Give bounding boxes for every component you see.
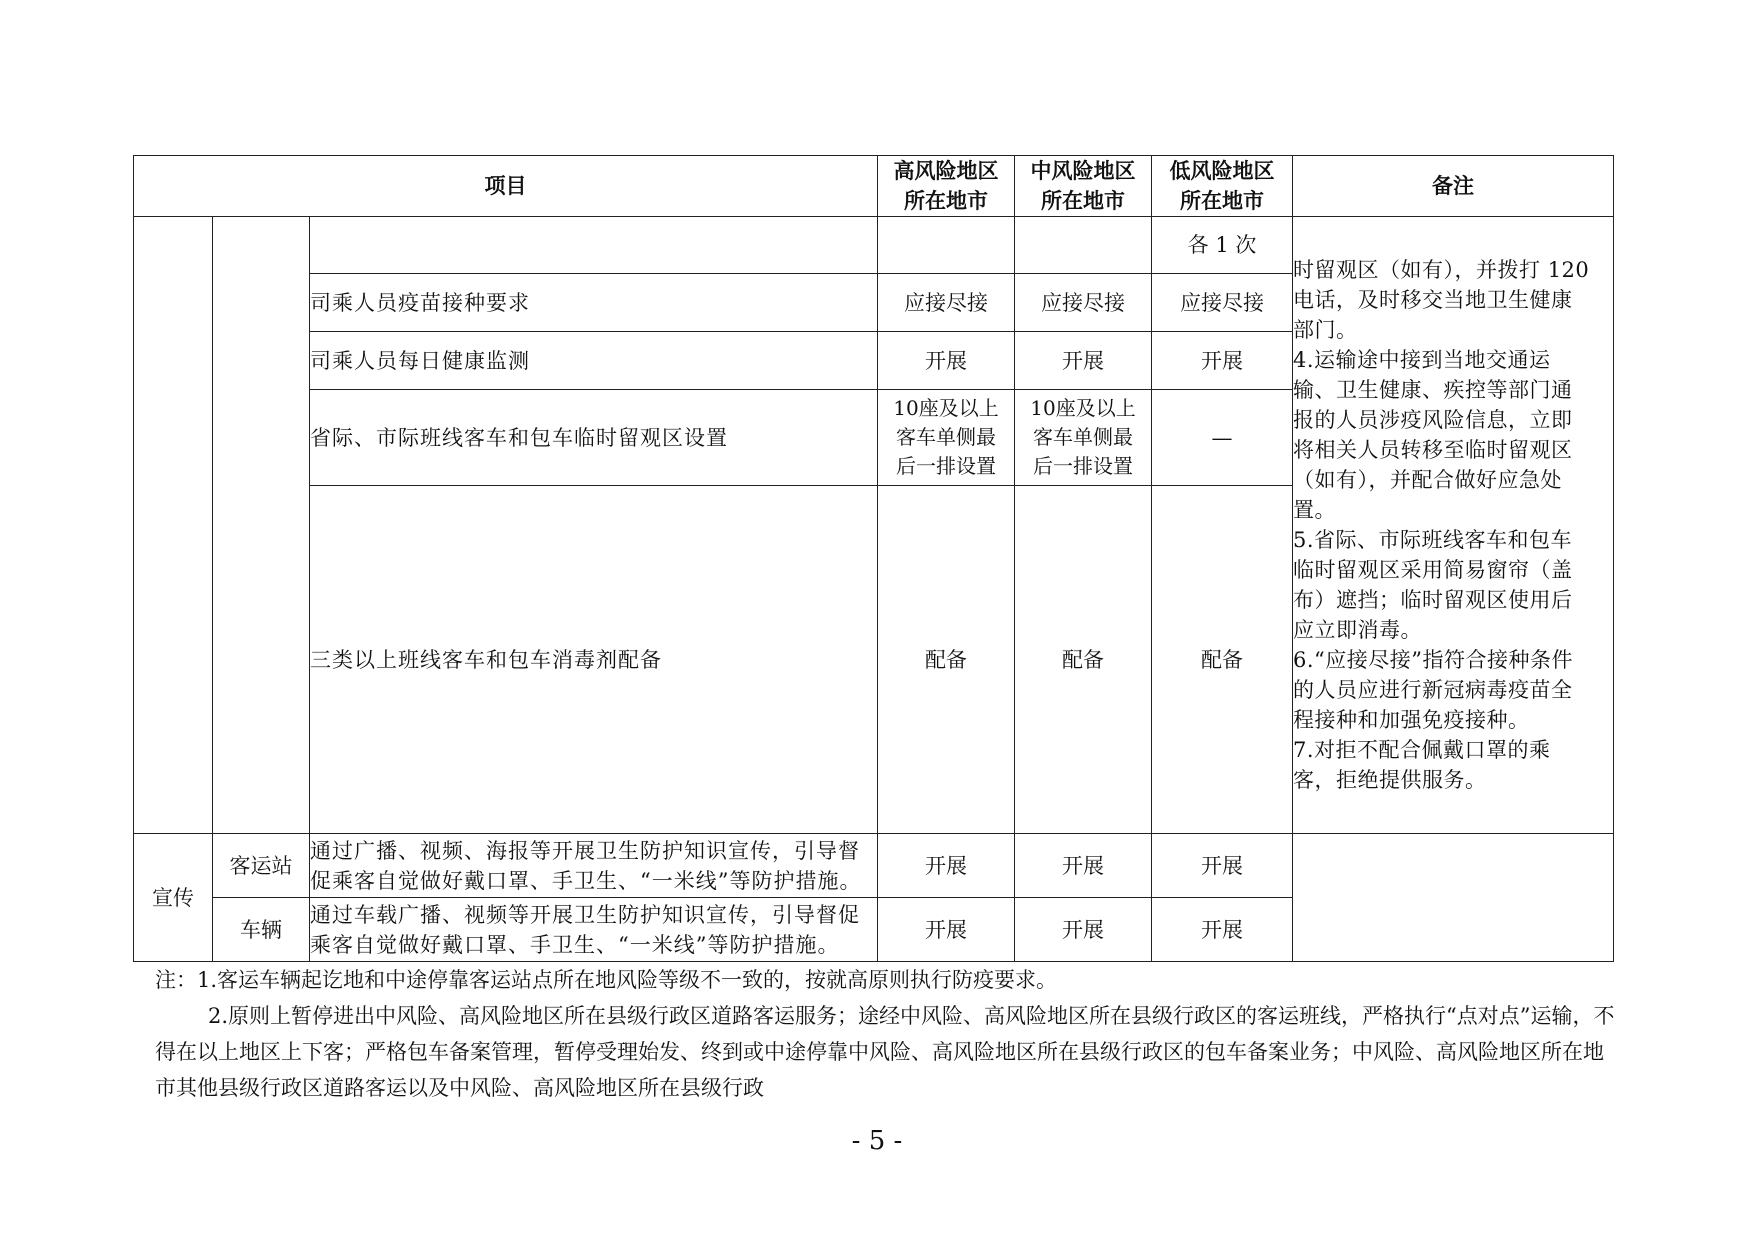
mid-risk-cell: 应接尽接 — [1015, 274, 1152, 332]
table-row — [134, 217, 1614, 274]
category-publicity: 宣传 — [134, 834, 213, 962]
header-remark: 备注 — [1293, 156, 1614, 217]
low-risk-cell: 配备 — [1152, 486, 1293, 834]
page-number: - 5 - — [851, 1126, 903, 1156]
high-risk-cell: 配备 — [878, 486, 1015, 834]
mid-risk-cell: 开展 — [1015, 332, 1152, 390]
mid-risk-cell — [1015, 217, 1152, 274]
item-cell: 司乘人员疫苗接种要求 — [310, 274, 878, 332]
table-row — [134, 834, 1614, 898]
subcategory-station: 客运站 — [213, 834, 310, 898]
low-risk-cell: 各 1 次 — [1152, 217, 1293, 274]
mid-risk-cell: 配备 — [1015, 486, 1152, 834]
remark-cell-empty — [1293, 834, 1614, 962]
mid-risk-cell: 开展 — [1015, 898, 1152, 962]
item-cell: 司乘人员每日健康监测 — [310, 332, 878, 390]
header-high-risk: 高风险地区 所在地市 — [878, 156, 1015, 217]
measures-table — [133, 155, 1614, 962]
high-risk-cell: 10座及以上 客车单侧最 后一排设置 — [878, 390, 1015, 486]
low-risk-cell: — — [1152, 390, 1293, 486]
item-cell: 省际、市际班线客车和包车临时留观区设置 — [310, 390, 878, 486]
low-risk-cell: 开展 — [1152, 332, 1293, 390]
subcategory-vehicle: 车辆 — [213, 898, 310, 962]
item-cell — [310, 217, 878, 274]
high-risk-cell: 开展 — [878, 898, 1015, 962]
item-cell: 通过广播、视频、海报等开展卫生防护知识宣传，引导督 促乘客自觉做好戴口罩、手卫生、“一米线”等防护措施。 — [310, 834, 878, 898]
item-cell: 三类以上班线客车和包车消毒剂配备 — [310, 486, 878, 834]
header-item: 项目 — [134, 156, 878, 217]
low-risk-cell: 开展 — [1152, 834, 1293, 898]
category-cell-empty — [134, 217, 213, 834]
subcategory-cell-empty — [213, 217, 310, 834]
high-risk-cell — [878, 217, 1015, 274]
high-risk-cell: 应接尽接 — [878, 274, 1015, 332]
low-risk-cell: 应接尽接 — [1152, 274, 1293, 332]
header-row — [134, 156, 1614, 217]
item-cell: 通过车载广播、视频等开展卫生防护知识宣传，引导督促 乘客自觉做好戴口罩、手卫生、“一米线”等防护措施。 — [310, 898, 878, 962]
high-risk-cell: 开展 — [878, 332, 1015, 390]
header-low-risk: 低风险地区 所在地市 — [1152, 156, 1293, 217]
remark-cell: 时留观区（如有），并拨打 120 电话，及时移交当地卫生健康 部门。 4.运输途中接到当地交通运 输、卫生健康、疾控等部门通 报的人员涉疫风险信息，立即 将相关人员转移至临时留观区 （如有），并配合做好应急处 置。 5.省际、市际班线客车和包车 临时留观区采用简易窗帘（盖 布）遮挡；临时留观区使用后 应立即消毒。 6.“应接尽接”指符合接种条件 的人员应进行新冠病毒疫苗全 程接种和加强免疫接种。 7.对拒不配合佩戴口罩的乘 客，拒绝提供服务。 — [1293, 217, 1614, 834]
note-1: 注：1.客运车辆起讫地和中途停靠客运站点所在地风险等级不一致的，按就高原则执行防疫要求。 — [155, 968, 1058, 992]
header-mid-risk: 中风险地区 所在地市 — [1015, 156, 1152, 217]
high-risk-cell: 开展 — [878, 834, 1015, 898]
notes — [155, 962, 1615, 1106]
low-risk-cell: 开展 — [1152, 898, 1293, 962]
mid-risk-cell: 开展 — [1015, 834, 1152, 898]
note-2: 2.原则上暂停进出中风险、高风险地区所在县级行政区道路客运服务；途经中风险、高风险地区所在县级行政区的客运班线，严格执行“点对点”运输，不得在以上地区上下客；严格包车备案管理，暂停受理始发、终到或中途停靠中风险、高风险地区所在县级行政区的包车备案业务；中风险、高风险地区所在地市其他县级行政区道路客运以及中风险、高风险地区所在县级行政 — [155, 1004, 1615, 1100]
mid-risk-cell: 10座及以上 客车单侧最 后一排设置 — [1015, 390, 1152, 486]
